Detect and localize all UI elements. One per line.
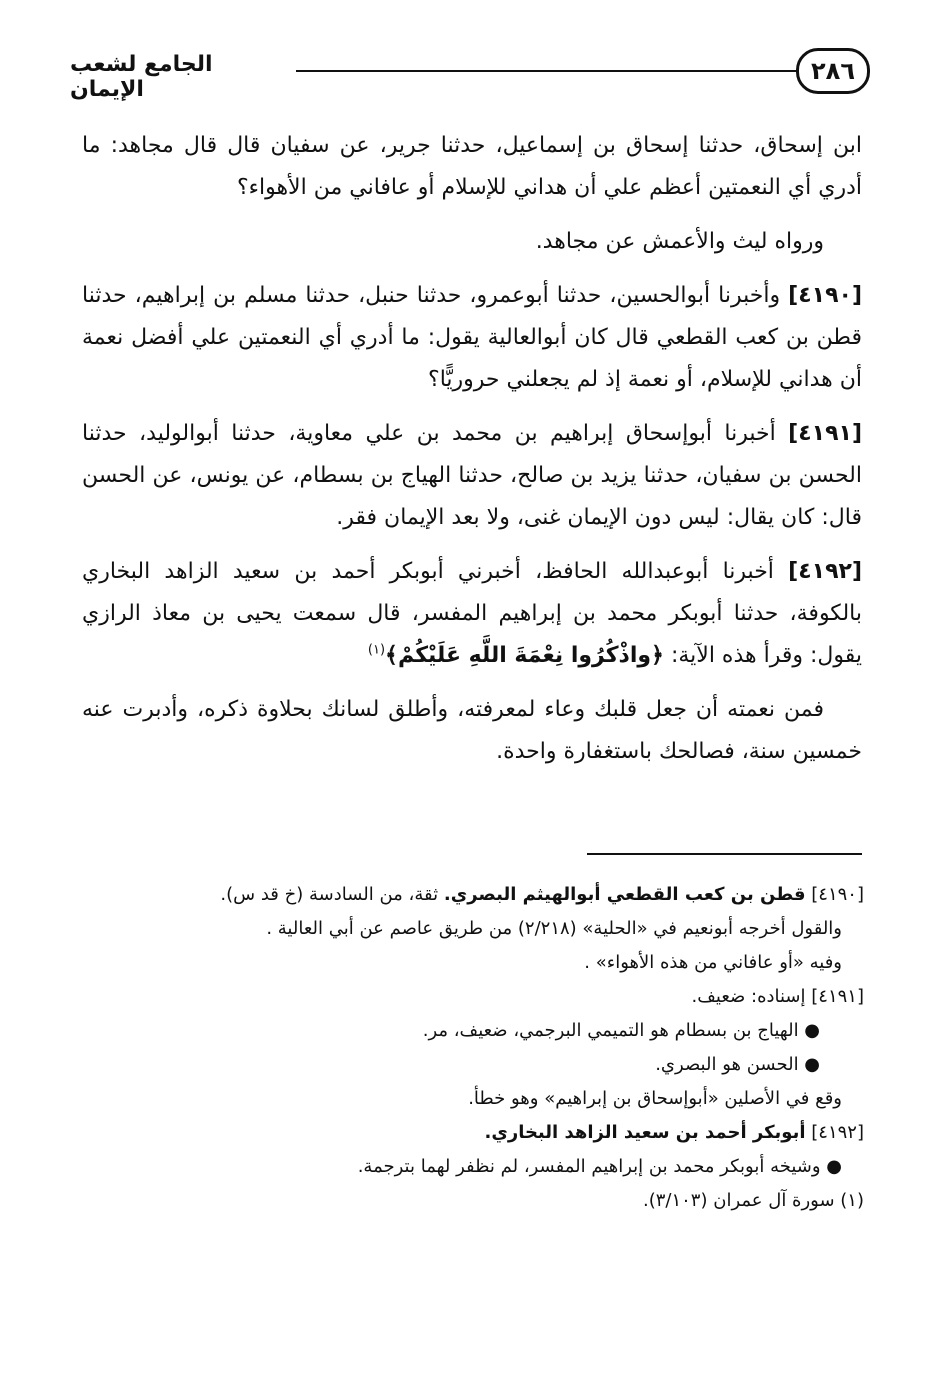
footnote-line: وفيه «أو عافاني من هذه الأهواء» . [584, 952, 842, 973]
hadith-number: [٤١٩٠] [788, 283, 863, 308]
hadith-4190 [82, 275, 862, 401]
footnote-reference: (١) [367, 642, 386, 658]
footnote-bullet: ● وشيخه أبوبكر محمد بن إبراهيم المفسر، لم نظفر لهما بترجمة. [357, 1156, 842, 1177]
footnote-4192 [140, 1116, 864, 1150]
narrator-grade: ثقة، من السادسة (خ قد س). [220, 884, 439, 905]
footnote-4190 [140, 878, 864, 912]
main-text [82, 125, 862, 785]
footnote-quran-ref: (١) سورة آل عمران (٣/١٠٣). [642, 1190, 864, 1211]
narrator-name: أبوبكر أحمد بن سعيد الزاهد البخاري. [484, 1122, 806, 1143]
hadith-text: أخبرنا أبوعبدالله الحافظ، أخبرني أبوبكر أحمد بن سعيد الزاهد البخاري بالكوفة، حدثنا أبوبكر محمد بن إبراهيم المفسر، قال سمعت يحيى بن معاذ الرازي يقول: وقرأ هذه الآية: [82, 559, 862, 668]
paragraph-narration-note: ورواه ليث والأعمش عن مجاهد. [535, 229, 824, 254]
book-title: الجامع لشعب الإيمان [70, 52, 213, 102]
narrator-name: قطن بن كعب القطعي أبوالهيثم البصري. [443, 884, 806, 905]
quran-verse: ﴿واذْكُرُوا نِعْمَةَ اللَّهِ عَلَيْكُمْ﴾ [385, 643, 664, 668]
footnote-4191 [140, 980, 864, 1014]
footnote-number: [٤١٩٠] [811, 884, 864, 905]
footnote-line: والقول أخرجه أبونعيم في «الحلية» (٢/٢١٨) من طريق عاصم عن أبي العالية . [266, 918, 842, 939]
footnote-bullet: ● الحسن هو البصري. [655, 1054, 820, 1075]
footnotes [140, 878, 864, 1218]
page-number: ٢٨٦ [796, 48, 870, 94]
hadith-number: [٤١٩١] [788, 421, 862, 446]
page-header [70, 44, 870, 104]
footnote-number: [٤١٩٢] [811, 1122, 864, 1143]
hadith-4192 [82, 551, 862, 677]
footnote-text: إسناده: ضعيف. [691, 986, 806, 1007]
header-rule [296, 70, 796, 72]
paragraph-closing: فمن نعمته أن جعل قلبك وعاء لمعرفته، وأطلق لسانك بحلاوة ذكره، وأدبرت عنه خمسين سنة، فصالحك باستغفارة واحدة. [82, 697, 862, 764]
hadith-text: وأخبرنا أبوالحسين، حدثنا أبوعمرو، حدثنا حنبل، حدثنا مسلم بن إبراهيم، حدثنا قطن بن كعب القطعي قال كان أبوالعالية يقول: ما أدري أي النعمتين علي أفضل نعمة أن هداني للإسلام، أو نعمة إذ لم يجعلني حروريًّا؟ [82, 283, 862, 392]
footnote-number: [٤١٩١] [811, 986, 864, 1007]
hadith-text: أخبرنا أبوإسحاق إبراهيم بن محمد بن علي معاوية، حدثنا أبوالوليد، حدثنا الحسن بن سفيان، حدثنا يزيد بن صالح، حدثنا الهياج بن بسطام، عن يونس، عن الحسن قال: كان يقال: ليس دون الإيمان غنى، ولا بعد الإيمان فقر. [82, 421, 862, 530]
footnote-bullet: ● الهياج بن بسطام هو التميمي البرجمي، ضعيف، مر. [422, 1020, 820, 1041]
footnote-line: وقع في الأصلين «أبوإسحاق بن إبراهيم» وهو خطأ. [468, 1088, 842, 1109]
footnote-separator [587, 853, 862, 855]
hadith-number: [٤١٩٢] [788, 559, 862, 584]
paragraph-continuation: ابن إسحاق، حدثنا إسحاق بن إسماعيل، حدثنا جرير، عن سفيان قال قال مجاهد: ما أدري أي النعمتين أعظم علي أن هداني للإسلام أو عافاني من الأهواء؟ [82, 133, 862, 200]
hadith-4191 [82, 413, 862, 539]
